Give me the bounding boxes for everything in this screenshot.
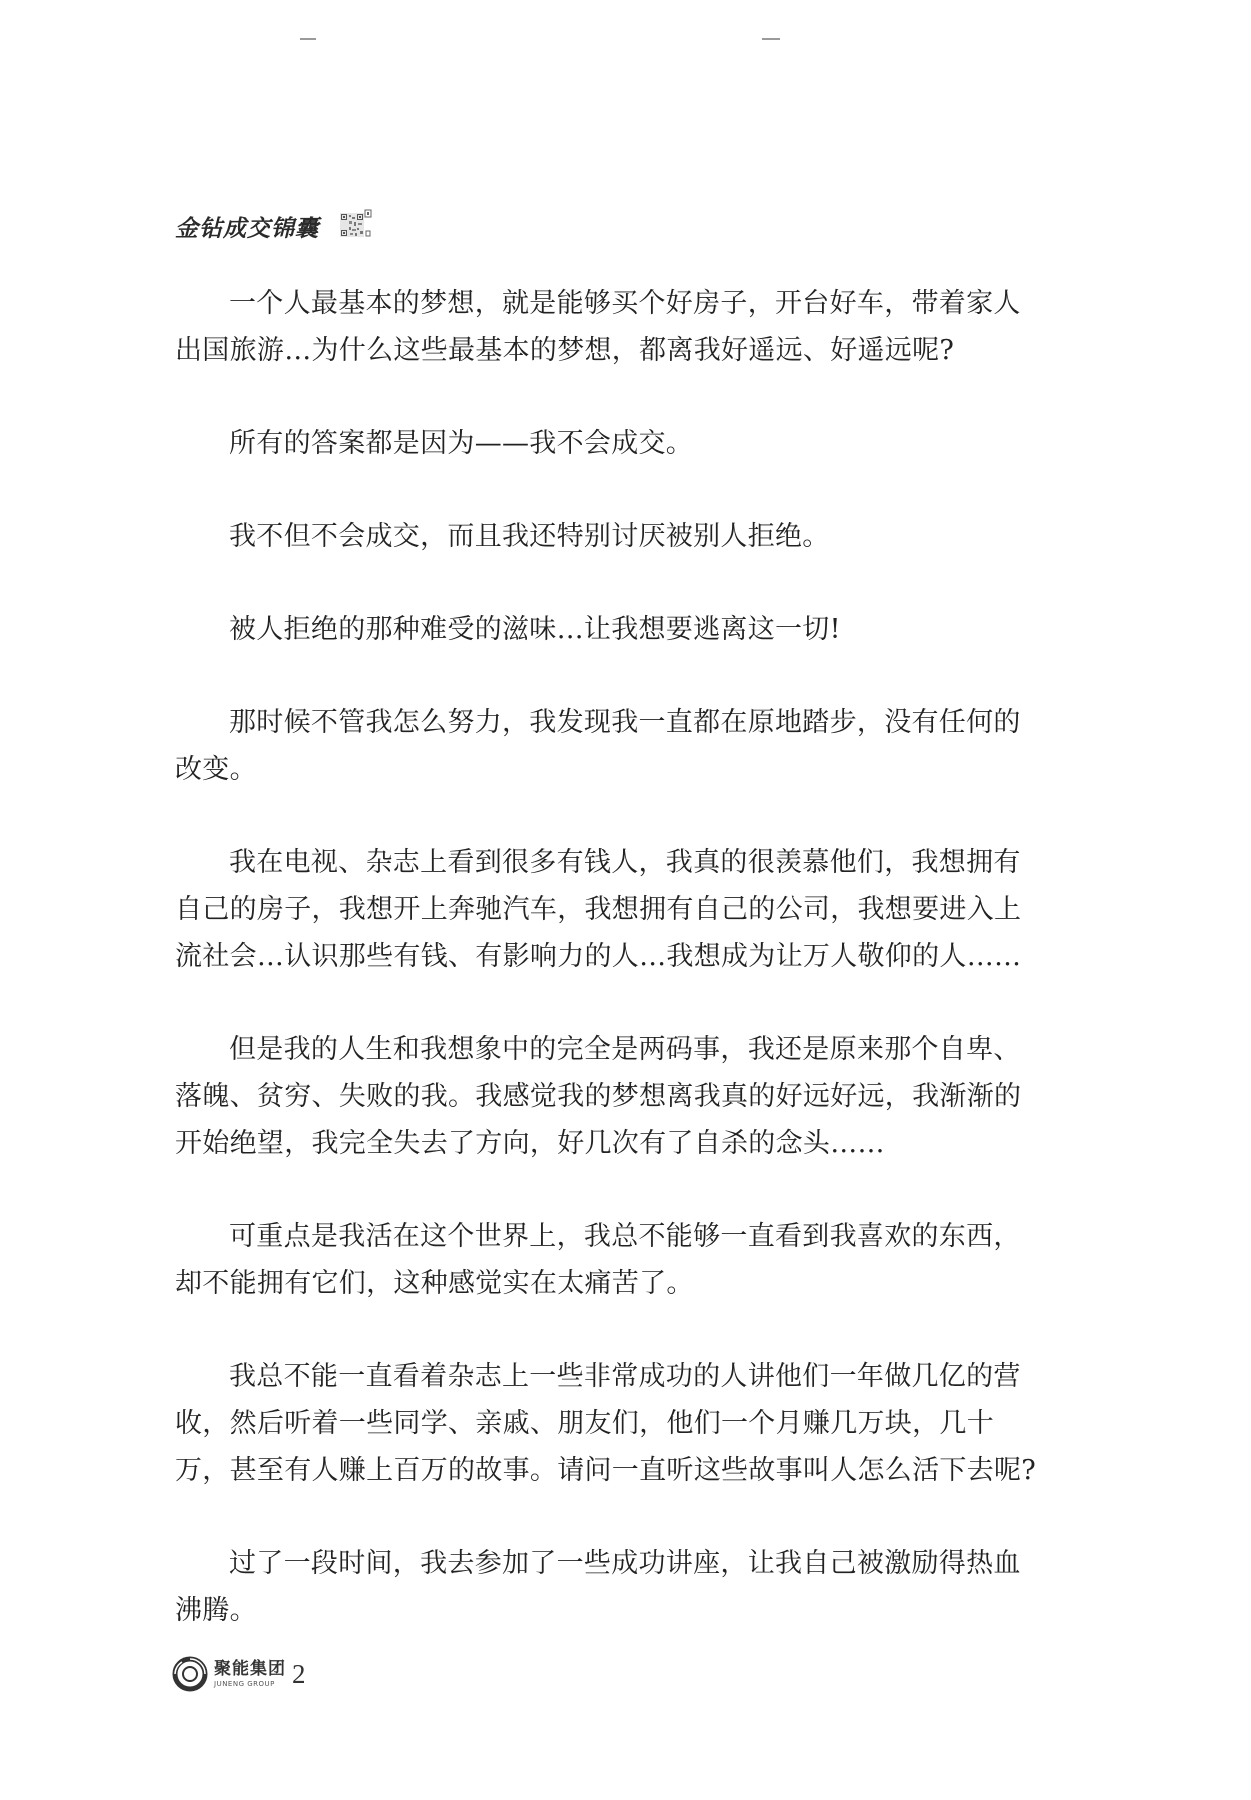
- page-header: [175, 208, 373, 244]
- logo-ring-icon: [172, 1656, 208, 1692]
- paragraph: 我总不能一直看着杂志上一些非常成功的人讲他们一年做几亿的营收，然后听着一些同学、亲戚、朋友们，他们一个月赚几万块，几十万，甚至有人赚上百万的故事。请问一直听这些故事叫人怎么活下去呢?: [175, 1361, 1037, 1486]
- page-footer: [172, 1656, 306, 1692]
- paragraph: 所有的答案都是因为——我不会成交。: [229, 428, 694, 459]
- paragraph: 但是我的人生和我想象中的完全是两码事，我还是原来那个自卑、落魄、贫穷、失败的我。我感觉我的梦想离我真的好远好远，我渐渐的开始绝望，我完全失去了方向，好几次有了自杀的念头……: [175, 1034, 1022, 1159]
- qr-code-icon: [339, 209, 373, 243]
- scan-mark-right: [762, 38, 780, 40]
- paragraph: 可重点是我活在这个世界上，我总不能够一直看到我喜欢的东西，却不能拥有它们，这种感觉实在太痛苦了。: [175, 1221, 1021, 1299]
- header-title: 金钻成交锦囊: [175, 215, 319, 242]
- paragraph: 过了一段时间，我去参加了一些成功讲座，让我自己被激励得热血沸腾。: [175, 1548, 1021, 1626]
- scan-mark-left: [300, 38, 316, 40]
- logo: [214, 1658, 286, 1688]
- paragraph: 被人拒绝的那种难受的滋味…让我想要逃离这一切!: [229, 614, 841, 645]
- paragraph: 一个人最基本的梦想，就是能够买个好房子，开台好车，带着家人出国旅游…为什么这些最基本的梦想，都离我好遥远、好遥远呢?: [175, 288, 1021, 366]
- logo-cn-text: 聚能集团: [214, 1658, 286, 1679]
- page-number: 2: [292, 1658, 306, 1689]
- paragraph: 那时候不管我怎么努力，我发现我一直都在原地踏步，没有任何的改变。: [175, 707, 1021, 785]
- paragraph: 我不但不会成交，而且我还特别讨厌被别人拒绝。: [229, 521, 830, 552]
- body-text: [175, 280, 1045, 1634]
- logo-en-text: JUNENG GROUP: [214, 1679, 275, 1688]
- paragraph: 我在电视、杂志上看到很多有钱人，我真的很羡慕他们，我想拥有自己的房子，我想开上奔驰汽车，我想拥有自己的公司，我想要进入上流社会…认识那些有钱、有影响力的人…我想成为让万人敬仰的人……: [175, 847, 1022, 972]
